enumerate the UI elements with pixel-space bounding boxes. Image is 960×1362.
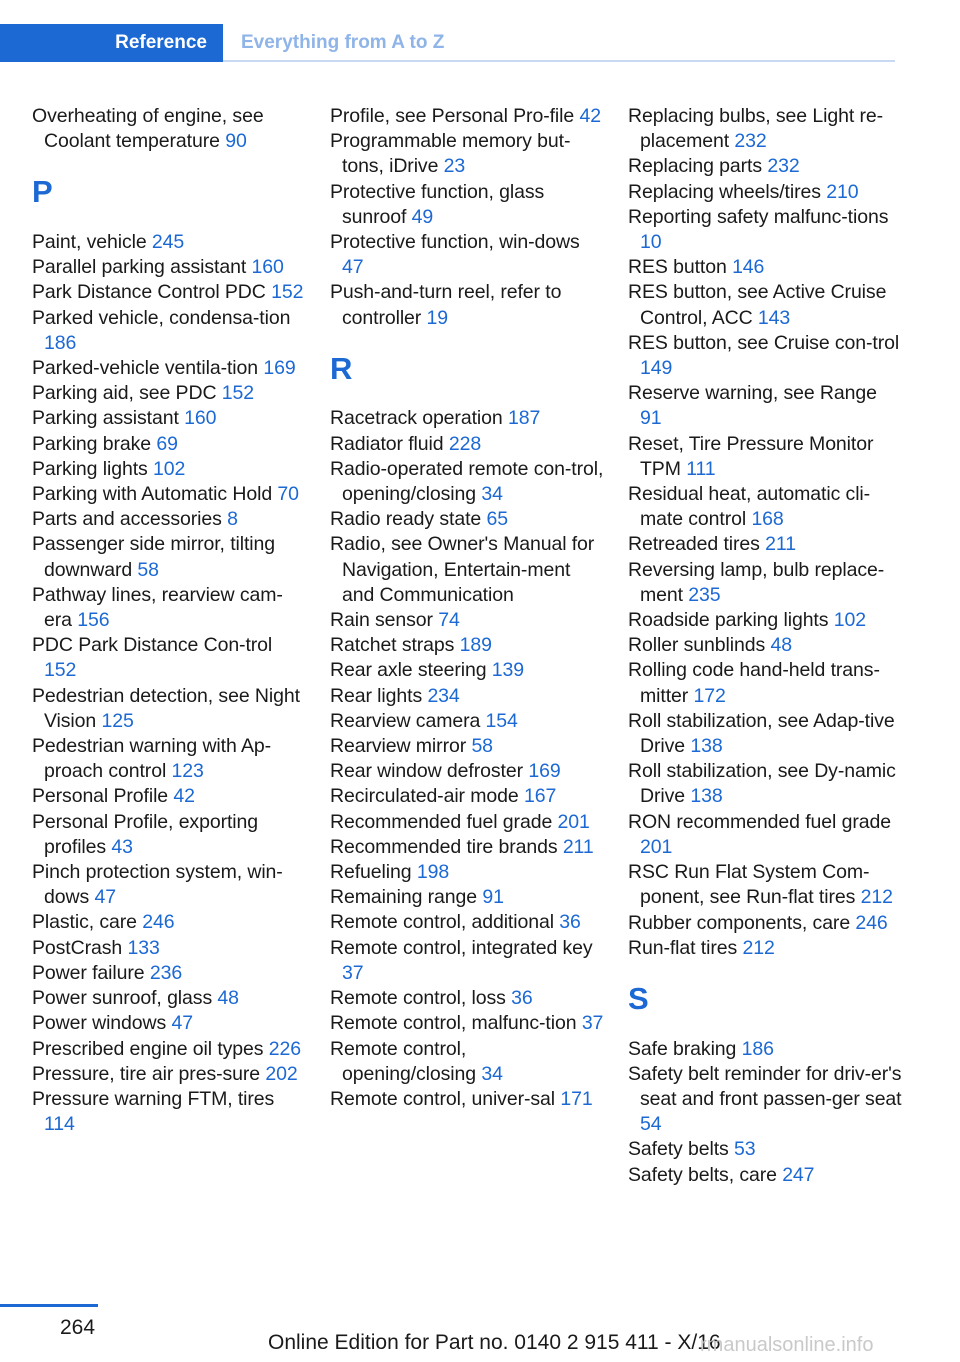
header-rule <box>223 60 895 62</box>
index-entry-text: Remaining range <box>330 886 478 909</box>
page-link[interactable]: 58 <box>471 735 493 758</box>
index-entry <box>330 230 605 280</box>
page-link[interactable]: 189 <box>459 634 492 657</box>
page-link[interactable]: 53 <box>734 1138 756 1161</box>
page-link[interactable]: 245 <box>151 231 185 253</box>
page-link[interactable]: 69 <box>156 432 178 455</box>
index-entry <box>330 104 605 129</box>
index-entry-text: Residual heat, automatic cli‐mate control <box>628 483 871 531</box>
index-entry-text: Rear axle steering <box>330 659 487 682</box>
index-entry-text: Recommended fuel grade <box>330 810 553 833</box>
index-entry-text: Run-flat tires <box>628 936 738 959</box>
index-letter-heading: P <box>32 174 53 210</box>
index-entry-text: RES button, see Active Cruise Control, ACC <box>628 281 887 329</box>
page-link[interactable]: 171 <box>560 1087 593 1110</box>
index-entry <box>32 961 307 986</box>
index-entry-text: Profile, see Personal Pro‐file <box>330 105 575 127</box>
index-entry-text: Safe braking <box>628 1037 737 1060</box>
index-entry-text: Rolling code hand-held trans‐mitter <box>628 659 880 707</box>
index-entry <box>628 860 903 910</box>
index-entry <box>330 986 605 1011</box>
page-link[interactable]: 19 <box>426 306 449 329</box>
index-entry-text: Paint, vehicle <box>32 231 147 253</box>
page-link[interactable]: 167 <box>523 785 557 808</box>
index-entry-text: Remote control, univer‐sal <box>330 1087 555 1110</box>
index-entry-text: Roll stabilization, see Dy‐namic Drive <box>628 760 896 808</box>
index-entry-text: Power failure <box>32 961 145 984</box>
index-entry-text: Remote control, loss <box>330 987 506 1010</box>
section-tab-reference[interactable]: Reference <box>0 24 223 62</box>
index-entry-text: RES button, see Cruise con‐trol <box>628 331 900 354</box>
index-entry <box>628 381 903 431</box>
index-entry <box>628 759 903 809</box>
edition-note: Online Edition for Part no. 0140 2 915 411 - X/16 <box>268 1331 721 1354</box>
index-entry-text: Personal Profile <box>32 785 169 808</box>
page-link[interactable]: 168 <box>751 508 784 531</box>
index-entry-text: Pressure, tire air pres‐sure <box>32 1062 261 1085</box>
index-entry <box>628 633 903 658</box>
index-entry-text: Recommended tire brands <box>330 835 558 858</box>
index-entry-text: Retreaded tires <box>628 533 760 556</box>
index-entry-text: Power sunroof, glass <box>32 987 213 1010</box>
page-link[interactable]: 23 <box>443 155 466 178</box>
index-entry-text: Remote control, opening/closing <box>330 1037 477 1085</box>
page-link[interactable]: 49 <box>411 205 434 228</box>
page-link[interactable]: 186 <box>44 331 77 354</box>
index-entry <box>628 911 903 936</box>
index-entry <box>32 810 307 860</box>
page-link[interactable]: 58 <box>137 558 159 581</box>
page-link[interactable]: 54 <box>640 1113 662 1136</box>
index-entry <box>628 658 903 708</box>
index-entry-text: Push-and-turn reel, refer to controller <box>330 281 562 329</box>
index-entry <box>628 280 903 330</box>
page-link[interactable]: 36 <box>511 987 533 1010</box>
index-entry-text: Pressure warning FTM, tires <box>32 1087 275 1110</box>
page-link[interactable]: 123 <box>171 760 204 783</box>
index-entry <box>32 482 307 507</box>
index-entry-text: Personal Profile, exporting profiles <box>32 810 259 858</box>
index-entry <box>628 936 903 961</box>
page-link[interactable]: 48 <box>770 634 792 657</box>
index-entry-text: Refueling <box>330 861 412 884</box>
page-link[interactable]: 70 <box>277 483 299 506</box>
index-entry-text: Safety belt reminder for driv‐er's seat and front passen‐ger seat <box>628 1062 902 1110</box>
index-entry <box>32 734 307 784</box>
index-entry-text: Rear lights <box>330 684 423 707</box>
index-entry-text: Pathway lines, rearview cam‐era <box>32 583 283 632</box>
page-link[interactable]: 34 <box>481 1062 503 1085</box>
page-link[interactable]: 247 <box>782 1163 815 1186</box>
index-entry-text: RES button <box>628 256 727 279</box>
index-entry-text: Radiator fluid <box>330 432 444 455</box>
page-link[interactable]: 201 <box>640 835 673 858</box>
index-entry-text: Protective function, glass sunroof <box>330 180 545 228</box>
index-entry <box>330 684 605 709</box>
index-column-1 <box>32 104 307 1137</box>
page-link[interactable]: 152 <box>221 382 254 405</box>
page-link[interactable]: 65 <box>486 508 508 531</box>
page-link[interactable]: 91 <box>482 886 504 909</box>
page-link[interactable]: 212 <box>860 886 893 909</box>
watermark: rmanualsonline.info <box>700 1334 874 1356</box>
index-entry-text: Rain sensor <box>330 609 433 632</box>
index-entry-text: Protective function, win‐dows <box>330 231 580 254</box>
index-entry-text: Parking aid, see PDC <box>32 382 217 405</box>
index-entry <box>32 406 307 431</box>
page-link[interactable]: 246 <box>855 911 888 934</box>
page-link[interactable]: 201 <box>557 810 590 833</box>
index-entry <box>330 759 605 784</box>
index-entry <box>32 280 307 305</box>
page-link[interactable]: 232 <box>767 155 800 178</box>
index-entry-text: Reserve warning, see Range <box>628 382 877 405</box>
page-link[interactable]: 8 <box>227 508 238 531</box>
page-link[interactable]: 10 <box>640 231 662 254</box>
index-entry <box>32 936 307 961</box>
index-entry-text: Overheating of engine, see Coolant temperature <box>32 105 264 153</box>
page-link[interactable]: 187 <box>507 407 541 430</box>
index-entry <box>628 104 903 154</box>
index-entry-text: Reversing lamp, bulb replace‐ment <box>628 558 885 606</box>
index-entry <box>32 583 307 633</box>
page-link[interactable]: 156 <box>77 609 110 632</box>
index-entry <box>32 432 307 457</box>
page-link[interactable]: 146 <box>732 256 765 279</box>
page-link[interactable]: 102 <box>153 457 186 480</box>
index-entry-text: Safety belts <box>628 1138 729 1161</box>
page-link[interactable]: 37 <box>581 1012 604 1035</box>
index-entry <box>330 507 605 532</box>
index-entry <box>628 331 903 381</box>
index-entry <box>330 532 605 608</box>
page-link[interactable]: 160 <box>251 256 284 279</box>
page-link[interactable]: 152 <box>271 281 304 304</box>
index-entry <box>32 986 307 1011</box>
index-column-3 <box>628 104 903 1188</box>
page-link[interactable]: 236 <box>149 961 183 984</box>
index-entry-text: Pedestrian detection, see Night Vision <box>32 684 300 732</box>
page-link[interactable]: 47 <box>342 256 364 279</box>
index-entry-text: Park Distance Control PDC <box>32 281 266 304</box>
index-entry-text: Rubber components, care <box>628 911 851 934</box>
index-entry <box>330 709 605 734</box>
index-entry <box>330 129 605 179</box>
page-link[interactable]: 91 <box>640 407 662 430</box>
index-entry <box>32 104 307 154</box>
index-entry <box>628 1037 903 1062</box>
index-entry-text: Safety belts, care <box>628 1163 777 1186</box>
index-entry-text: RON recommended fuel grade <box>628 810 891 833</box>
page-link[interactable]: 47 <box>94 886 116 909</box>
index-entry <box>32 532 307 582</box>
index-entry <box>628 255 903 280</box>
index-entry <box>32 306 307 356</box>
page-link[interactable]: 43 <box>111 835 133 858</box>
index-entry-text: Parking lights <box>32 457 148 480</box>
index-entry-text: Parked-vehicle ventila‐tion <box>32 357 258 380</box>
index-entry-text: Replacing parts <box>628 155 762 178</box>
index-entry-text: Radio, see Owner's Manual for Navigation, Entertain‐ment and Communication <box>330 533 595 606</box>
index-entry <box>628 432 903 482</box>
index-entry-text: Plastic, care <box>32 911 137 934</box>
page-link[interactable]: 228 <box>448 432 482 455</box>
index-entry <box>330 1087 605 1112</box>
index-entry <box>330 406 605 431</box>
index-entry <box>32 457 307 482</box>
index-entry-text: PDC Park Distance Con‐trol <box>32 634 273 657</box>
index-entry <box>330 885 605 910</box>
index-entry <box>32 1087 307 1137</box>
index-letter-heading: R <box>330 350 353 386</box>
index-entry-text: Replacing wheels/tires <box>628 180 821 203</box>
index-entry <box>628 608 903 633</box>
index-entry-text: Reporting safety malfunc‐tions <box>628 205 889 228</box>
page-link[interactable]: 114 <box>44 1113 75 1136</box>
index-entry <box>330 936 605 986</box>
page-link[interactable]: 226 <box>268 1037 302 1060</box>
index-entry-text: RSC Run Flat System Com‐ponent, see Run-flat tires <box>628 861 870 909</box>
index-entry <box>330 734 605 759</box>
index-entry-text: Roll stabilization, see Adap‐tive Drive <box>628 709 895 758</box>
page-link[interactable]: 186 <box>741 1037 774 1060</box>
index-entry <box>330 1011 605 1036</box>
page-link[interactable]: 232 <box>734 130 767 153</box>
page-link[interactable]: 34 <box>481 483 503 506</box>
page-link[interactable]: 152 <box>44 659 77 682</box>
index-entry-text: Parked vehicle, condensa‐tion <box>32 306 291 329</box>
page-link[interactable]: 198 <box>416 861 450 884</box>
index-entry <box>330 608 605 633</box>
page-link[interactable]: 74 <box>438 609 460 632</box>
index-entry-text: Rear window defroster <box>330 760 523 783</box>
index-entry <box>628 1062 903 1138</box>
index-entry-text: Programmable memory but‐tons, iDrive <box>330 130 571 178</box>
index-entry-text: Radio-operated remote con‐trol, opening/closing <box>330 457 604 506</box>
page-link[interactable]: 143 <box>757 306 791 329</box>
index-entry-text: Roller sunblinds <box>628 634 766 657</box>
index-entry-text: Roadside parking lights <box>628 609 829 632</box>
index-entry-text: Rearview mirror <box>330 735 467 758</box>
page-link[interactable]: 37 <box>342 961 364 984</box>
page-link[interactable]: 47 <box>171 1012 193 1035</box>
page-link[interactable]: 234 <box>427 684 460 707</box>
page-link[interactable]: 138 <box>690 785 723 808</box>
index-entry <box>330 860 605 885</box>
page-link[interactable]: 211 <box>765 533 796 556</box>
index-entry-text: Racetrack operation <box>330 407 503 430</box>
index-entry-text: Rearview camera <box>330 709 481 732</box>
index-entry <box>330 180 605 230</box>
index-entry-text: Parking with Automatic Hold <box>32 483 273 506</box>
page-link[interactable]: 111 <box>686 457 716 480</box>
index-entry-text: Pedestrian warning with Ap‐proach control <box>32 735 272 783</box>
index-entry <box>32 784 307 809</box>
index-entry <box>628 205 903 255</box>
page-link[interactable]: 211 <box>562 835 594 858</box>
index-entry <box>32 684 307 734</box>
page-link[interactable]: 169 <box>528 760 561 783</box>
index-entry <box>330 633 605 658</box>
index-letter-heading: S <box>628 980 649 1016</box>
index-entry <box>330 784 605 809</box>
index-entry <box>32 1037 307 1062</box>
index-entry-text: Remote control, malfunc‐tion <box>330 1012 577 1035</box>
index-entry <box>32 230 307 255</box>
footer-rule <box>0 1304 98 1307</box>
index-entry <box>32 633 307 683</box>
index-entry-text: Ratchet straps <box>330 634 455 657</box>
index-entry-text: PostCrash <box>32 936 123 959</box>
index-entry-text: Power windows <box>32 1012 167 1035</box>
page-link[interactable]: 138 <box>690 735 723 758</box>
page-link[interactable]: 154 <box>485 709 518 732</box>
page-link[interactable]: 48 <box>217 987 239 1010</box>
index-entry <box>628 1163 903 1188</box>
index-entry <box>32 255 307 280</box>
index-entry <box>628 532 903 557</box>
page-link[interactable]: 202 <box>265 1062 298 1085</box>
page-link[interactable]: 210 <box>826 180 859 203</box>
page-link[interactable]: 36 <box>559 911 581 934</box>
index-entry <box>330 910 605 935</box>
index-entry-text: Remote control, additional <box>330 911 554 934</box>
index-entry <box>32 1062 307 1087</box>
index-entry-text: Parking brake <box>32 432 152 455</box>
page-link[interactable]: 160 <box>184 407 217 430</box>
page-link[interactable]: 90 <box>225 130 247 153</box>
page-header <box>0 24 895 62</box>
index-entry <box>628 709 903 759</box>
page-link[interactable]: 169 <box>263 357 296 380</box>
index-entry <box>330 457 605 507</box>
section-tab-a-to-z[interactable]: Everything from A to Z <box>241 32 445 53</box>
index-entry <box>32 381 307 406</box>
index-entry <box>330 658 605 683</box>
index-entry <box>32 910 307 935</box>
index-entry <box>330 280 605 330</box>
index-entry-text: Replacing bulbs, see Light re‐placement <box>628 105 883 153</box>
page-link[interactable]: 235 <box>688 583 721 606</box>
page-number: 264 <box>60 1316 96 1339</box>
page-link[interactable]: 42 <box>579 105 601 127</box>
page-link[interactable]: 42 <box>173 785 195 808</box>
index-entry-text: Remote control, integrated key <box>330 936 593 959</box>
index-entry-text: Parallel parking assistant <box>32 256 247 279</box>
index-entry <box>32 1011 307 1036</box>
page-link[interactable]: 133 <box>127 936 160 959</box>
index-entry <box>628 810 903 860</box>
index-entry <box>32 507 307 532</box>
page-link[interactable]: 246 <box>142 911 175 934</box>
index-entry <box>330 1037 605 1087</box>
index-entry <box>32 356 307 381</box>
index-entry-text: Parking assistant <box>32 407 179 430</box>
page-link[interactable]: 102 <box>833 609 866 632</box>
index-entry-text: Prescribed engine oil types <box>32 1037 264 1060</box>
index-entry-text: Pinch protection system, win‐dows <box>32 861 283 909</box>
page-link[interactable]: 212 <box>742 936 775 959</box>
index-entry-text: Parts and accessories <box>32 508 222 531</box>
index-entry <box>32 860 307 910</box>
index-entry-text: Reset, Tire Pressure Monitor TPM <box>628 432 874 480</box>
index-entry <box>330 810 605 835</box>
page-link[interactable]: 172 <box>693 684 726 707</box>
index-entry-text: Recirculated-air mode <box>330 785 519 808</box>
page-link[interactable]: 149 <box>640 357 673 380</box>
index-entry-text: Radio ready state <box>330 508 482 531</box>
index-entry <box>330 835 605 860</box>
index-entry <box>628 1137 903 1162</box>
index-column-2 <box>330 104 605 1112</box>
page-link[interactable]: 139 <box>491 659 525 682</box>
index-entry <box>628 482 903 532</box>
index-entry-text: Passenger side mirror, tilting downward <box>32 533 276 581</box>
index-entry <box>628 154 903 179</box>
page-link[interactable]: 125 <box>101 709 134 732</box>
index-entry <box>330 432 605 457</box>
index-entry <box>628 180 903 205</box>
index-entry <box>628 558 903 608</box>
